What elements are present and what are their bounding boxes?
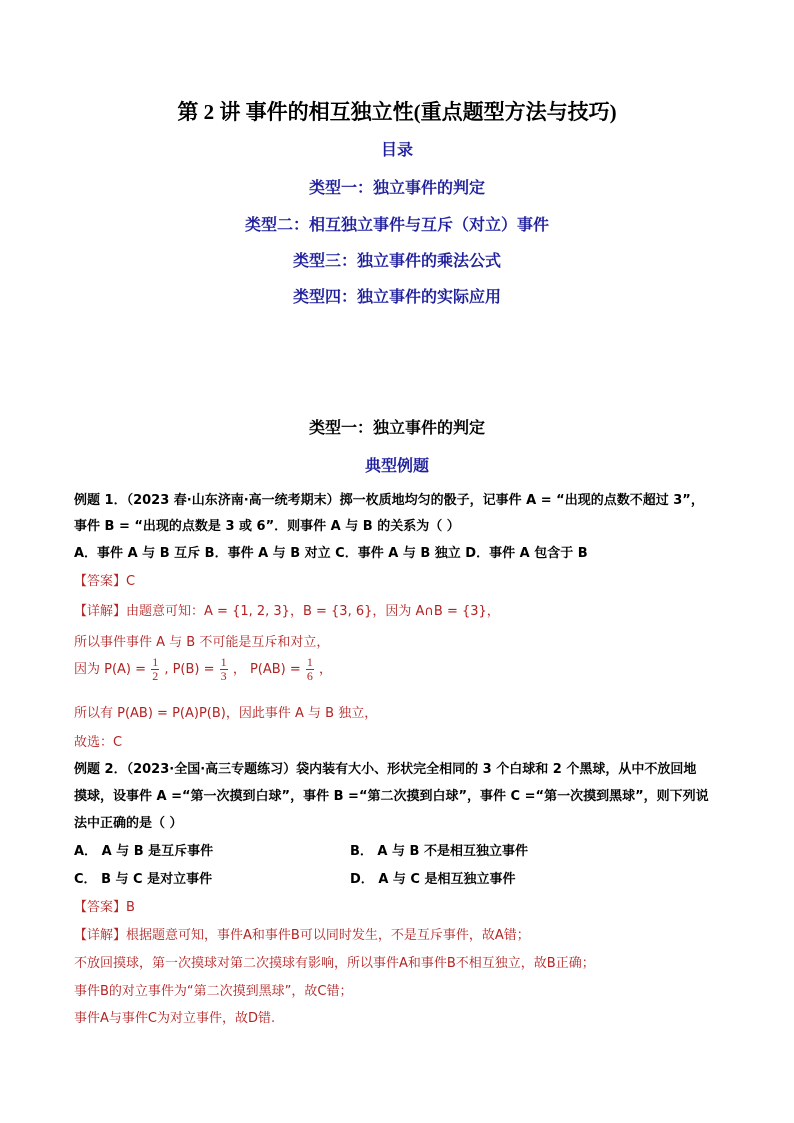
detail-text: 根据题意可知，事件A和事件B可以同时发生，不是互斥事件，故A错； [126, 928, 530, 943]
detail3-end: ， [319, 662, 333, 677]
example2-detail-line2: 不放回摸球，第一次摸球对第二次摸球有影响，所以事件A和事件B不相互独立，故B正确； [74, 956, 595, 971]
example1-detail-line4: 所以有 P(AB) = P(A)P(B)，因此事件 A 与 B 独立， [74, 706, 378, 721]
example1-detail-line2: 所以事件事件 A 与 B 不可能是互斥和对立， [74, 635, 330, 650]
example1-question-line2: 事件 B = “出现的点数是 3 或 6”．则事件 A 与 B 的关系为（ ） [74, 519, 460, 534]
example2-question-line3: 法中正确的是（ ） [74, 816, 183, 831]
detail-tag: 【详解】 [74, 928, 127, 943]
example2-option-d: D． A 与 C 是相互独立事件 [350, 872, 516, 887]
example1-detail-line3 [74, 656, 332, 683]
detail3-mid1: , P(B) = [164, 662, 215, 677]
example2-question-line2: 摸球，设事件 A =“第一次摸到白球”，事件 B =“第二次摸到白球”，事件 C =“第一次摸到黑球”，则下列说 [74, 789, 709, 804]
example1-options: A．事件 A 与 B 互斥 B．事件 A 与 B 对立 C．事件 A 与 B 独立 D．事件 A 包含于 B [74, 546, 588, 561]
example1-question-line1: 例题 1．（2023 春·山东济南·高一统考期末）掷一枚质地均匀的骰子，记事件 A = “出现的点数不超过 3”， [74, 493, 704, 508]
answer-tag: 【答案】 [74, 574, 127, 589]
answer-value: B [126, 900, 135, 915]
page-title: 第 2 讲 事件的相互独立性(重点题型方法与技巧) [177, 100, 617, 124]
section-title: 类型一：独立事件的判定 [308, 418, 485, 437]
detail-text: 由题意可知：A = {1, 2, 3}，B = {3, 6}，因为 A∩B = {3}， [126, 604, 500, 619]
detail-tag: 【详解】 [74, 604, 127, 619]
answer-value: C [126, 574, 136, 589]
toc-item-2[interactable]: 类型二：相互独立事件与互斥（对立）事件 [244, 215, 549, 234]
fraction-one-third: $\frac{1}{3}$ [220, 655, 227, 683]
example2-option-c: C． B 与 C 是对立事件 [74, 872, 213, 887]
example1-detail-line1 [74, 600, 500, 619]
answer-tag: 【答案】 [74, 900, 127, 915]
example2-option-b: B． A 与 B 不是相互独立事件 [350, 844, 528, 859]
toc-item-4[interactable]: 类型四：独立事件的实际应用 [292, 287, 501, 306]
example2-detail-line3: 事件B的对立事件为“第二次摸到黑球”，故C错； [74, 984, 353, 999]
example2-detail-line4: 事件A与事件C为对立事件，故D错. [74, 1011, 276, 1026]
fraction-one-sixth: $\frac{1}{6}$ [306, 655, 313, 683]
example1-answer [74, 570, 135, 589]
toc-heading: 目录 [380, 140, 413, 159]
example2-answer [74, 896, 135, 915]
toc-item-3[interactable]: 类型三：独立事件的乘法公式 [292, 251, 501, 270]
detail3-mid2: ， P(AB) = [232, 662, 301, 677]
toc-item-1[interactable]: 类型一：独立事件的判定 [308, 178, 485, 197]
example2-detail-line1 [74, 924, 530, 943]
example1-detail-line5: 故选：C [74, 735, 123, 750]
example2-option-a: A． A 与 B 是互斥事件 [74, 844, 214, 859]
detail3-pre: 因为 P(A) = [74, 662, 147, 677]
section-subtitle: 典型例题 [364, 456, 429, 475]
fraction-one-half: $\frac{1}{2}$ [152, 655, 159, 683]
example2-question-line1: 例题 2．（2023·全国·高三专题练习）袋内装有大小、形状完全相同的 3 个白球和 2 个黑球，从中不放回地 [74, 762, 697, 777]
